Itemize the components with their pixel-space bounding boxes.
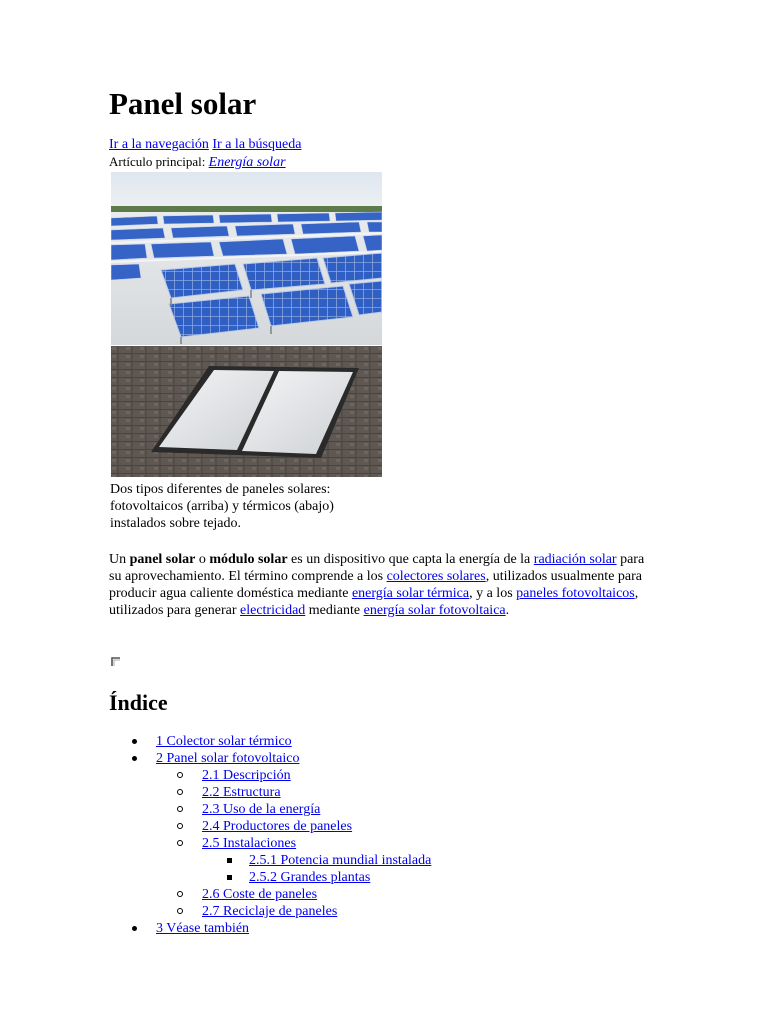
bullet-disc (132, 926, 137, 931)
bullet-circle (177, 891, 183, 897)
thermal-collector-image[interactable] (111, 346, 382, 477)
bullet-disc (132, 739, 137, 744)
toc-item (0, 835, 431, 852)
bullet-square (227, 875, 232, 880)
bullet-square (227, 858, 232, 863)
toc-toggle-icon[interactable] (111, 657, 121, 667)
toc-item (0, 801, 431, 818)
toc-link[interactable]: 3 Véase también (156, 921, 250, 936)
toc-item (0, 784, 431, 801)
photovoltaic-panels-image[interactable] (111, 172, 382, 345)
bullet-circle (177, 908, 183, 914)
toc-item (0, 750, 431, 767)
toc-link[interactable]: 2.5.1 Potencia mundial instalada (249, 853, 432, 868)
link-radiacion-solar[interactable]: radiación solar (533, 552, 617, 567)
toc-item (0, 852, 431, 869)
intro-text: , y a los (469, 586, 517, 601)
link-colectores-solares[interactable]: colectores solares (386, 569, 486, 584)
toc-link[interactable]: 2.6 Coste de paneles (202, 887, 318, 902)
thermal-collector-illustration (111, 346, 382, 477)
link-electricidad[interactable]: electricidad (240, 603, 306, 618)
intro-text: para su aprovechamiento. El término comprende a los (109, 552, 645, 584)
toc-item (0, 767, 431, 784)
page-title: Panel solar (109, 86, 257, 121)
skip-to-navigation-link[interactable]: Ir a la navegación (109, 137, 209, 152)
photovoltaic-panels-illustration (111, 172, 382, 345)
image-caption: Dos tipos diferentes de paneles solares: fotovoltaicos (arriba) y térmicos (abajo) instalados sobre tejado. (110, 482, 334, 531)
toc-item (0, 869, 431, 886)
intro-text: mediante (305, 603, 364, 618)
intro-text: Un (109, 552, 130, 567)
intro-term-panel-solar: panel solar (129, 552, 196, 567)
bullet-disc (132, 756, 137, 761)
toc-link[interactable]: 2.5.2 Grandes plantas (249, 870, 371, 885)
intro-text: o (195, 552, 210, 567)
link-energia-solar-fotovoltaica[interactable]: energía solar fotovoltaica (363, 603, 506, 618)
main-article-prefix: Artículo principal: (109, 154, 206, 169)
intro-paragraph (109, 551, 649, 619)
toc-item (0, 886, 431, 903)
toc-item (0, 733, 431, 750)
toc-link[interactable]: 2.3 Uso de la energía (202, 802, 321, 817)
toc-item (0, 818, 431, 835)
bullet-circle (177, 789, 183, 795)
intro-text: , utilizados para generar (109, 586, 639, 618)
toc-link[interactable]: 2.7 Reciclaje de paneles (202, 904, 338, 919)
intro-text: , utilizados usualmente para producir agua caliente doméstica mediante (109, 569, 643, 601)
intro-text: . (505, 603, 510, 618)
skip-links (109, 136, 301, 153)
toc-link[interactable]: 2.2 Estructura (202, 785, 281, 800)
intro-term-modulo-solar: módulo solar (209, 552, 288, 567)
intro-text: es un dispositivo que capta la energía de la (287, 552, 534, 567)
toc-link[interactable]: 2.5 Instalaciones (202, 836, 297, 851)
skip-to-search-link[interactable]: Ir a la búsqueda (212, 137, 302, 152)
link-energia-solar-termica[interactable]: energía solar térmica (351, 586, 470, 601)
main-article-note (109, 153, 286, 171)
bullet-circle (177, 823, 183, 829)
toc-heading: Índice (109, 690, 168, 715)
link-paneles-fotovoltaicos[interactable]: paneles fotovoltaicos (516, 586, 635, 601)
main-article-link[interactable]: Energía solar (208, 155, 286, 170)
table-of-contents (0, 733, 431, 937)
bullet-circle (177, 806, 183, 812)
toc-link[interactable]: 2.1 Descripción (202, 768, 291, 783)
toc-item (0, 903, 431, 920)
toc-link[interactable]: 1 Colector solar térmico (156, 734, 292, 749)
bullet-circle (177, 772, 183, 778)
toc-link[interactable]: 2 Panel solar fotovoltaico (156, 751, 300, 766)
toc-link[interactable]: 2.4 Productores de paneles (202, 819, 353, 834)
bullet-circle (177, 840, 183, 846)
toc-item (0, 920, 431, 937)
